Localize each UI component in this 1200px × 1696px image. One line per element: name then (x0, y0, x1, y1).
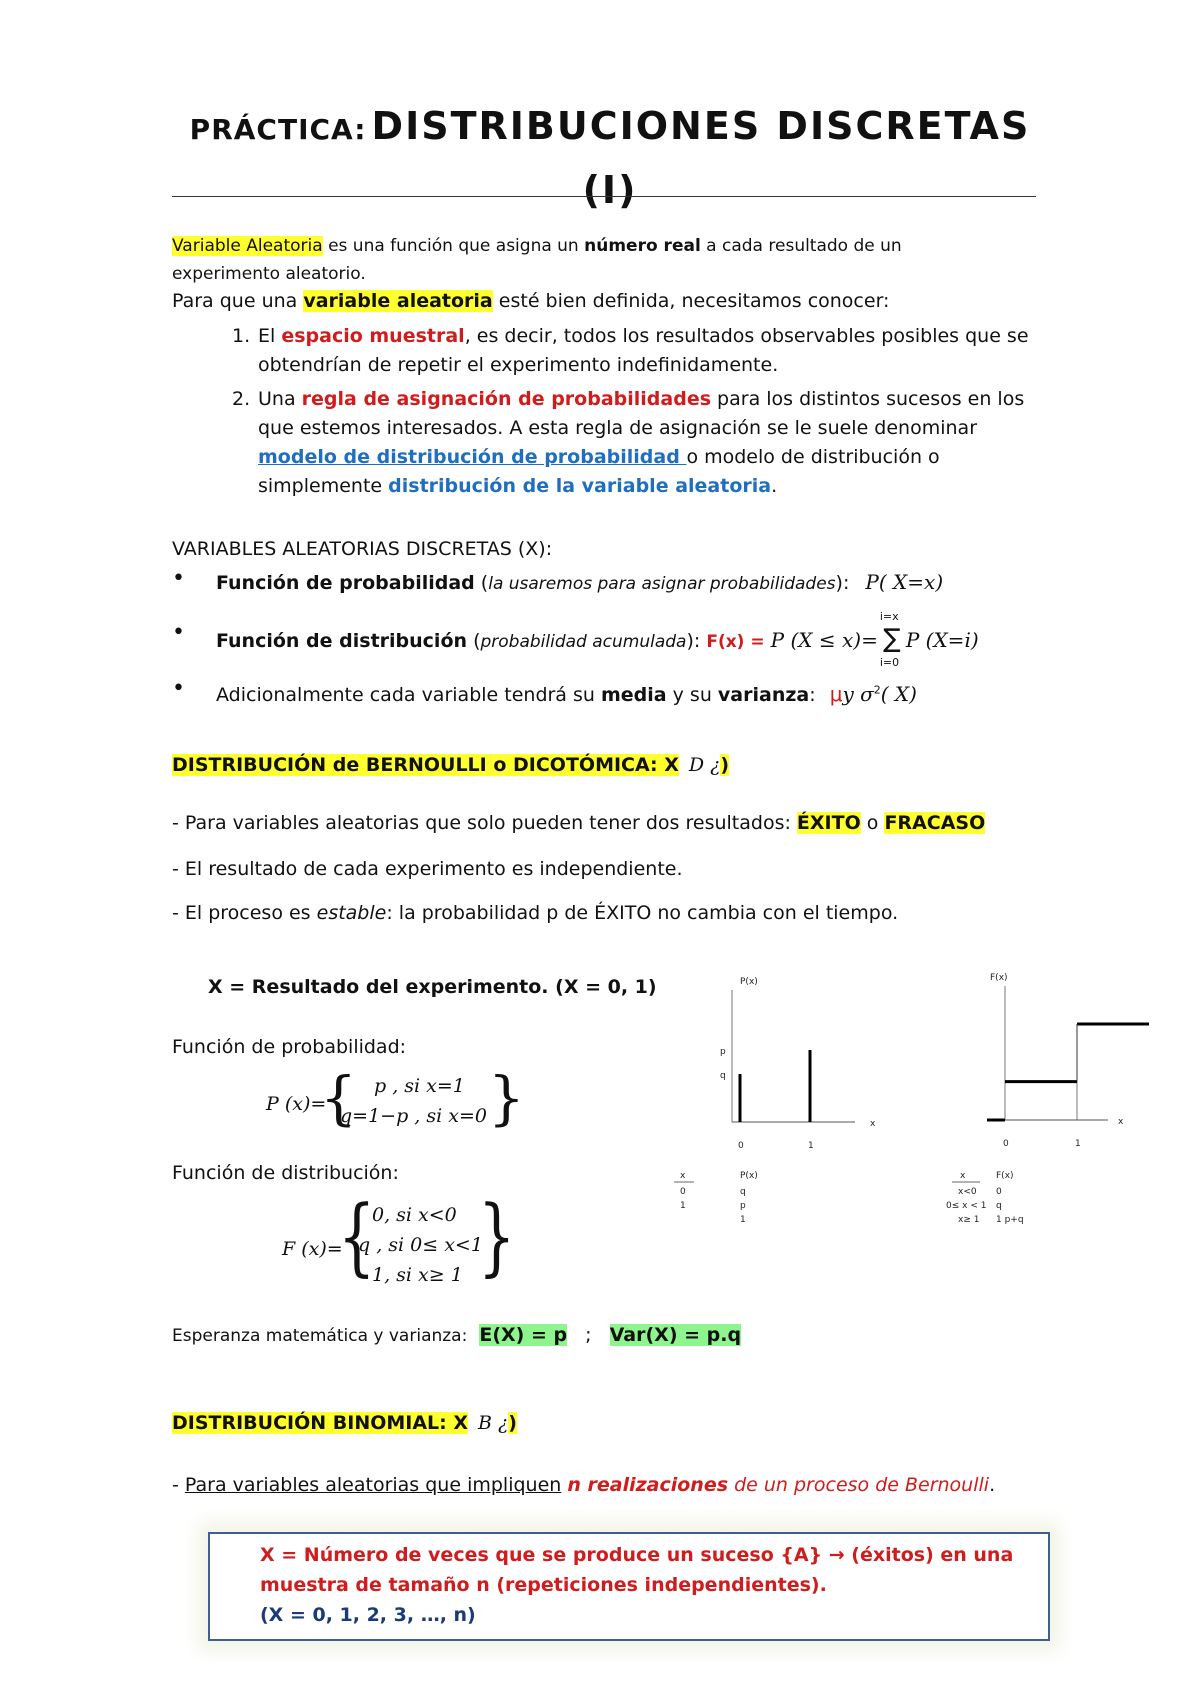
mu-symbol: μ (829, 682, 843, 706)
pmf-y-tick-label: q (720, 1071, 726, 1081)
list-item-2-cont-2: modelo de distribución de probabilidad o modelo de distribución o (258, 446, 940, 468)
pmf-x-label: x (870, 1119, 876, 1129)
list-item-1-cont: obtendrían de repetir el experimento indefinidamente. (258, 354, 779, 376)
pmf-table-cell: p (740, 1201, 746, 1211)
sum-lower-limit: i=0 (879, 656, 900, 669)
cdf-x-tick-label: 1 (1075, 1139, 1081, 1149)
bernoulli-line-1: - Para variables aleatorias que solo pueden tener dos resultados: ÉXITO o FRACASO (172, 812, 986, 834)
cdf-x-tick-label: 0 (1003, 1139, 1009, 1149)
pmf-y-tick-label: p (720, 1047, 726, 1057)
bernoulli-x-definition: X = Resultado del experimento. (X = 0, 1) (208, 976, 657, 998)
cdf-table-cell: x<0 (958, 1187, 977, 1197)
pmf-chart (674, 977, 876, 1225)
binomial-definition-box (208, 1532, 1050, 1641)
intro-definition-line: Variable Aleatoria es una función que asigna un número real a cada resultado de un (172, 236, 902, 256)
discrete-heading: VARIABLES ALEATORIAS DISCRETAS (X): (172, 538, 553, 560)
box-line-2: muestra de tamaño n (repeticiones independientes). (260, 1574, 827, 1596)
title-prefix: PRÁCTICA: (189, 113, 367, 146)
list-item-1: El espacio muestral, es decir, todos los resultados observables posibles que se (258, 325, 1029, 347)
pmf-table-cell: 0 (680, 1187, 686, 1197)
fp-label: Función de probabilidad: (172, 1036, 407, 1058)
intro-definition-line-2: experimento aleatorio. (172, 264, 366, 284)
cdf-table-header: F(x) (996, 1171, 1014, 1181)
bullet-dot: • (172, 676, 185, 701)
cdf-table-cell: 0≤ x < 1 (946, 1201, 987, 1211)
pmf-table-cell: 1 (740, 1215, 746, 1225)
list-item-2-cont: que estemos interesados. A esta regla de asignación se le suele denominar (258, 417, 978, 439)
list-item-2: Una regla de asignación de probabilidades para los distintos sucesos en los (258, 388, 1025, 410)
cdf-x-label: x (1118, 1117, 1124, 1127)
cdf-chart (946, 973, 1149, 1225)
right-brace: } (478, 1187, 516, 1285)
formula-p-x: P( X=x) (865, 570, 944, 594)
bullet-dot: • (172, 620, 185, 645)
formula-p-i: P (X=i) (905, 628, 979, 652)
cdf-table-cell: q (996, 1201, 1002, 1211)
cdf-table-cell: x≥ 1 (958, 1215, 980, 1225)
sum-upper-limit: i=x (879, 610, 899, 623)
right-brace: } (488, 1064, 525, 1132)
pmf-x-tick-label: 0 (738, 1141, 744, 1151)
binomial-heading: DISTRIBUCIÓN BINOMIAL: X B ¿) (172, 1412, 517, 1434)
cdf-table-cell: 0 (996, 1187, 1002, 1197)
bullet-media-varianza: Adicionalmente cada variable tendrá su media y su varianza: μy $\sigma^2$( X) (216, 682, 917, 706)
intro-need-line: Para que una variable aleatoria esté bien definida, necesitamos conocer: (172, 290, 890, 312)
bullet-dot: • (172, 566, 185, 591)
fd-label: Función de distribución: (172, 1162, 399, 1184)
title-main-2: (I) (582, 168, 638, 212)
list-number-1: 1. (232, 325, 251, 347)
pmf-table-header: x (680, 1171, 686, 1181)
varianza-value: Var(X) = p.q (609, 1324, 742, 1346)
list-item-2-cont-3: simplemente distribución de la variable aleatoria. (258, 475, 778, 497)
bernoulli-heading: DISTRIBUCIÓN de BERNOULLI o DICOTÓMICA: X D ¿) (172, 754, 730, 776)
cdf-table-header: x (960, 1171, 966, 1181)
bernoulli-charts (660, 960, 1200, 1260)
formula-p-le: P (X ≤ x)= (770, 628, 878, 652)
binomial-line-1: - Para variables aleatorias que impliquen n realizaciones de un proceso de Bernoulli. (172, 1474, 996, 1496)
esperanza-line: Esperanza matemática y varianza: E(X) = p ; Var(X) = p.q (172, 1324, 742, 1346)
sum-symbol: ∑ i=x i=0 (879, 610, 901, 669)
box-line-3: (X = 0, 1, 2, 3, …, n) (260, 1604, 476, 1626)
page-title (170, 98, 1050, 226)
cdf-table-cell: 1 p+q (996, 1215, 1024, 1225)
pmf-title: P(x) (740, 977, 758, 987)
pmf-table-cell: 1 (680, 1201, 686, 1211)
left-brace: { (320, 1064, 357, 1132)
title-divider (172, 196, 1036, 197)
cdf-title: F(x) (990, 973, 1008, 983)
bernoulli-line-2: - El resultado de cada experimento es independiente. (172, 858, 683, 880)
pmf-table-cell: q (740, 1187, 746, 1197)
box-line-1: X = Número de veces que se produce un suceso {A} → (éxitos) en una (260, 1544, 1014, 1566)
bullet-funcion-distribucion: Función de distribución (probabilidad acumulada): F(x) = P (X ≤ x)= ∑ i=x i=0 P (X=i) (216, 610, 979, 669)
term-variable-aleatoria: Variable Aleatoria (172, 236, 323, 256)
left-brace: { (338, 1187, 376, 1285)
bernoulli-line-3: - El proceso es estable: la probabilidad p de ÉXITO no cambia con el tiempo. (172, 902, 899, 924)
bullet-funcion-probabilidad: Función de probabilidad (la usaremos para asignar probabilidades): P( X=x) (216, 570, 944, 594)
title-main-1: DISTRIBUCIONES DISCRETAS (371, 104, 1031, 148)
pmf-table-header: P(x) (740, 1171, 758, 1181)
list-number-2: 2. (232, 388, 251, 410)
esperanza-value: E(X) = p (479, 1324, 568, 1346)
link-modelo-distribucion[interactable]: modelo de distribución de probabilidad (258, 446, 687, 468)
pmf-x-tick-label: 1 (808, 1141, 814, 1151)
